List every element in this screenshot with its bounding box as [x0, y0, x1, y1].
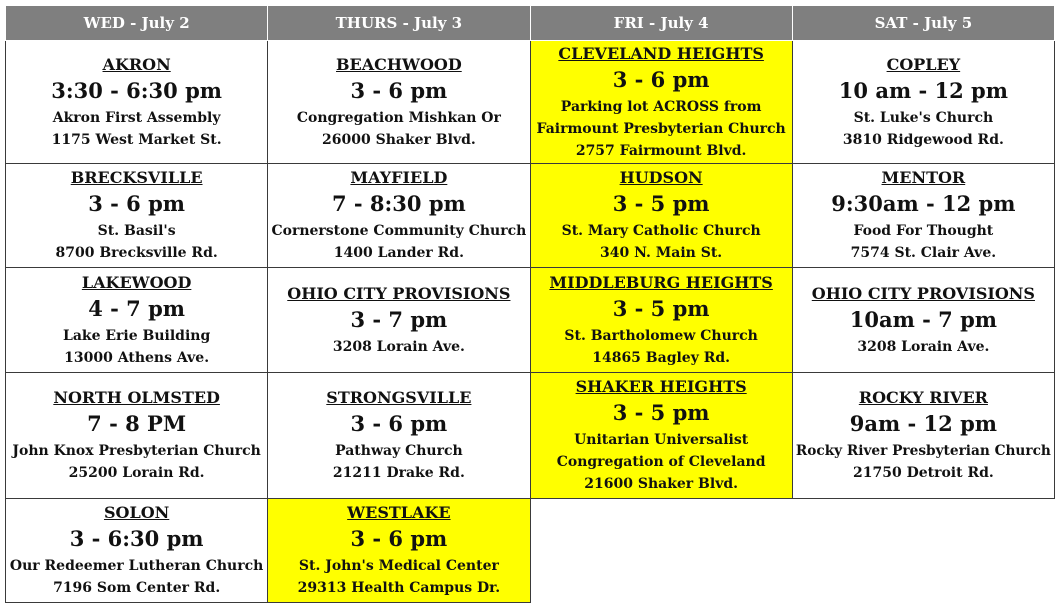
location-name: LAKEWOOD: [81, 272, 192, 292]
venue-line: Lake Erie Building: [62, 327, 211, 344]
venue-line: St. Luke's Church: [853, 109, 994, 126]
location-cell: [268, 164, 530, 268]
location-name: MENTOR: [881, 168, 966, 187]
venue-address: 7574 St. Clair Ave.: [850, 245, 997, 261]
venue-line: Unitarian Universalist: [574, 432, 749, 448]
venue-address: 8700 Brecksville Rd.: [55, 245, 218, 261]
event-time: 3 - 5 pm: [612, 400, 710, 425]
table-row: [6, 499, 1055, 603]
table-row: [6, 41, 1055, 164]
venue-line: John Knox Presbyterian Church: [12, 443, 261, 459]
event-time: 3 - 6 pm: [350, 526, 448, 551]
event-time: 3 - 5 pm: [612, 295, 710, 321]
venue-address: 3208 Lorain Ave.: [857, 338, 990, 355]
event-time: 7 - 8:30 pm: [331, 191, 466, 216]
venue-line: Akron First Assembly: [52, 109, 221, 126]
venue-line: St. Mary Catholic Church: [561, 223, 761, 239]
venue-line: Food For Thought: [853, 223, 994, 239]
venue-address: 7196 Som Center Rd.: [53, 580, 221, 596]
event-time: 3 - 5 pm: [612, 191, 710, 216]
location-cell: [268, 268, 530, 373]
event-time: 3:30 - 6:30 pm: [51, 77, 222, 103]
header-row: [6, 6, 1055, 41]
event-time: 10am - 7 pm: [849, 306, 997, 332]
venue-line: Congregation of Cleveland: [556, 454, 766, 470]
venue-line: Parking lot ACROSS from: [560, 98, 762, 115]
location-cell: [792, 268, 1054, 373]
venue-line: St. Bartholomew Church: [564, 327, 758, 344]
location-name: OHIO CITY PROVISIONS: [811, 283, 1035, 303]
location-cell: [530, 373, 792, 499]
event-time: 3 - 7 pm: [350, 306, 448, 332]
location-name: STRONGSVILLE: [326, 388, 472, 407]
event-time: 3 - 6 pm: [88, 191, 186, 216]
location-name: CLEVELAND HEIGHTS: [558, 43, 764, 63]
location-name: ROCKY RIVER: [858, 388, 988, 407]
event-time: 7 - 8 PM: [87, 411, 187, 436]
location-cell: [6, 164, 268, 268]
event-time: 3 - 6 pm: [350, 77, 448, 103]
day-header-fri: FRI - July 4: [530, 6, 792, 41]
day-header-wed: WED - July 2: [6, 6, 268, 41]
venue-line: St. Basil's: [97, 223, 176, 239]
venue-address: 3208 Lorain Ave.: [332, 338, 465, 355]
event-time: 10 am - 12 pm: [838, 77, 1008, 103]
venue-address: 3810 Ridgewood Rd.: [842, 131, 1004, 148]
location-cell: [792, 373, 1054, 499]
venue-address: 1400 Lander Rd.: [333, 245, 464, 261]
location-name: COPLEY: [886, 54, 961, 74]
day-header-thurs: THURS - July 3: [268, 6, 530, 41]
venue-address: 1175 West Market St.: [51, 131, 222, 148]
venue-line: Our Redeemer Lutheran Church: [9, 558, 264, 574]
venue-address: 26000 Shaker Blvd.: [322, 131, 476, 148]
event-time: 3 - 6:30 pm: [69, 526, 204, 551]
venue-address: 340 N. Main St.: [600, 245, 723, 261]
event-time: 3 - 6 pm: [350, 411, 448, 436]
location-name: SOLON: [103, 503, 170, 522]
event-time: 9:30am - 12 pm: [831, 191, 1016, 216]
location-name: NORTH OLMSTED: [53, 388, 220, 407]
venue-address: 21750 Detroit Rd.: [852, 465, 994, 481]
location-name: HUDSON: [619, 168, 703, 187]
venue-line: Fairmount Presbyterian Church: [536, 120, 786, 137]
venue-line: Congregation Mishkan Or: [296, 109, 501, 126]
schedule-table: [5, 5, 1055, 603]
location-name: OHIO CITY PROVISIONS: [287, 283, 511, 303]
location-cell: [268, 41, 530, 164]
table-row: [6, 268, 1055, 373]
location-cell: [530, 164, 792, 268]
location-name: AKRON: [102, 54, 171, 74]
venue-line: Rocky River Presbyterian Church: [795, 443, 1051, 459]
venue-address: 13000 Athens Ave.: [64, 349, 210, 366]
location-name: MAYFIELD: [350, 168, 448, 187]
venue-address: 14865 Bagley Rd.: [592, 349, 731, 366]
empty-cell: [530, 499, 792, 603]
location-cell: [6, 373, 268, 499]
location-cell: [792, 41, 1054, 164]
location-name: BEACHWOOD: [336, 54, 462, 74]
venue-address: 21211 Drake Rd.: [332, 465, 465, 481]
location-cell: [268, 499, 530, 603]
table-row: [6, 164, 1055, 268]
venue-line: Cornerstone Community Church: [271, 223, 527, 239]
venue-address: 25200 Lorain Rd.: [68, 465, 205, 481]
day-header-sat: SAT - July 5: [792, 6, 1054, 41]
venue-address: 21600 Shaker Blvd.: [584, 476, 738, 492]
venue-line: St. John's Medical Center: [298, 558, 499, 574]
event-time: 3 - 6 pm: [612, 66, 710, 92]
empty-cell: [792, 499, 1054, 603]
location-cell: [6, 499, 268, 603]
location-cell: [792, 164, 1054, 268]
venue-line: Pathway Church: [335, 443, 463, 459]
location-name: WESTLAKE: [347, 503, 451, 522]
table-row: [6, 373, 1055, 499]
venue-address: 2757 Fairmount Blvd.: [575, 142, 747, 159]
venue-address: 29313 Health Campus Dr.: [297, 580, 501, 596]
location-name: MIDDLEBURG HEIGHTS: [549, 272, 773, 292]
location-cell: [6, 268, 268, 373]
location-name: BRECKSVILLE: [70, 168, 203, 187]
event-time: 9am - 12 pm: [849, 411, 997, 436]
location-cell: [268, 373, 530, 499]
location-cell: [6, 41, 268, 164]
location-name: SHAKER HEIGHTS: [575, 377, 747, 396]
location-cell: [530, 41, 792, 164]
event-time: 4 - 7 pm: [88, 295, 186, 321]
location-cell: [530, 268, 792, 373]
